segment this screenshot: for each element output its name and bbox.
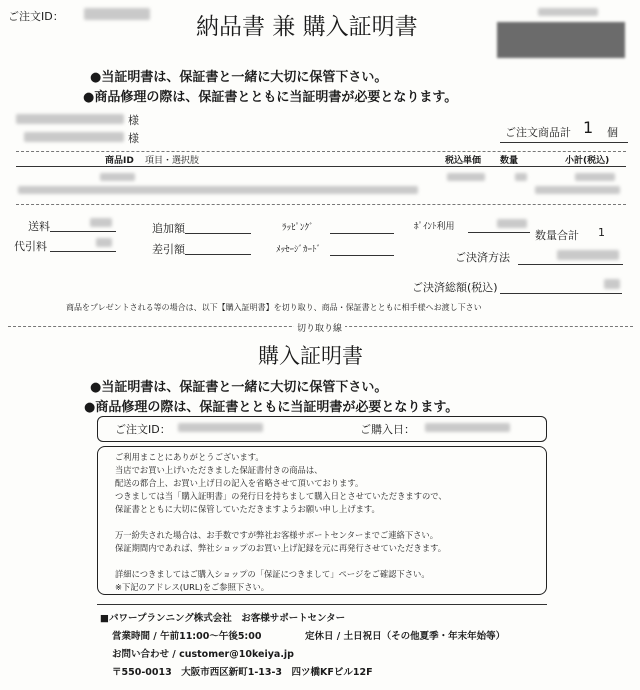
- footer-rule: [97, 604, 547, 605]
- cod-label: 代引料: [14, 240, 47, 253]
- payment-total-label: ご決済総額(税込): [412, 281, 498, 294]
- col-item-option: 項目・選択肢: [145, 156, 200, 166]
- barcode: [497, 22, 625, 58]
- footer-contact: お問い合わせ / customer@10keiya.jp: [112, 649, 294, 660]
- body-line: 万一紛失された場合は、お手数ですが弊社お客様サポートセンターまでご連絡下さい。: [115, 530, 439, 540]
- honorific-2: 様: [128, 132, 139, 145]
- redacted-shipping: [90, 218, 112, 227]
- col-subtotal: 小計(税込): [565, 156, 610, 166]
- footer-closed: 定休日 / 土日祝日（その他夏季・年末年始等）: [305, 631, 506, 642]
- page-title: 納品書 兼 購入証明書: [196, 14, 418, 40]
- shipping-label: 送料: [28, 220, 50, 233]
- body-line: つきましては当「購入証明書」の発行日を持ちまして購入日とさせていただきますので、: [115, 491, 447, 501]
- payment-total-line: [500, 293, 622, 294]
- redacted-customer-name: [16, 114, 124, 124]
- order-total-count: 1: [583, 118, 594, 137]
- col-product-id: 商品ID: [105, 156, 134, 166]
- notice-1: ●当証明書は、保証書と一緒に大切に保管下さい。: [90, 70, 388, 85]
- points-used-label: ﾎﾟｲﾝﾄ利用: [414, 222, 455, 232]
- order-total-label: ご注文商品計: [505, 126, 571, 139]
- redacted-purchase-date: [425, 423, 510, 432]
- payment-method-line: [518, 264, 623, 265]
- cod-line: [50, 251, 116, 252]
- redacted-item-id: [100, 173, 135, 181]
- discount-label: 差引額: [152, 243, 185, 256]
- body-line: 当店でお買い上げいただきました保証書付きの商品は、: [115, 465, 323, 475]
- redacted-order-id: [84, 8, 150, 20]
- certificate-notice-2: ●商品修理の際は、保証書とともに当証明書が必要となります。: [84, 400, 459, 415]
- notice-2: ●商品修理の際は、保証書とともに当証明書が必要となります。: [83, 90, 458, 105]
- purchase-date-label: ご購入日：: [360, 423, 415, 436]
- honorific-1: 様: [128, 114, 139, 127]
- body-line: 配送の都合上、お買い上げ日の記入を省略させて頂いております。: [115, 478, 364, 488]
- redacted-item-qty: [515, 173, 527, 181]
- redacted-cod: [96, 238, 112, 247]
- table-bottom-rule: [16, 204, 626, 205]
- certificate-notice-1: ●当証明書は、保証書と一緒に大切に保管下さい。: [90, 380, 388, 395]
- table-top-rule: [16, 151, 626, 152]
- gift-note: 商品をプレゼントされる等の場合は、以下【購入証明書】を切り取り、商品・保証書とともに相手様へお渡し下さい: [66, 303, 482, 312]
- redacted-item-price: [447, 173, 485, 181]
- redacted-payment-method: [557, 250, 619, 260]
- body-line: ※下記のアドレス(URL)をご参照下さい。: [115, 582, 270, 592]
- points-used-line: [468, 232, 530, 233]
- redacted-header-code: [538, 8, 598, 16]
- redacted-item-name: [18, 186, 418, 194]
- wrapping-label: ﾗｯﾋﾟﾝｸﾞ: [282, 223, 314, 233]
- redacted-points: [497, 219, 527, 228]
- col-qty: 数量: [500, 156, 519, 166]
- certificate-title: 購入証明書: [258, 344, 363, 368]
- body-line: 保証書とともに大切に保管していただきますようお願い申し上げます。: [115, 504, 380, 514]
- qty-total-value: 1: [598, 226, 605, 239]
- additional-line: [185, 233, 251, 234]
- footer-company: ■パワープランニング株式会社 お客様サポートセンター: [100, 613, 346, 624]
- discount-line: [185, 254, 251, 255]
- body-line: 保証期間内であれば、弊社ショップのお買い上げ記録を元に再発行させていただきます。: [115, 543, 447, 553]
- col-price: 税込単価: [445, 156, 482, 166]
- redacted-item-amount: [535, 186, 620, 194]
- body-line: [115, 516, 447, 529]
- certificate-body: [115, 451, 447, 594]
- body-line: 詳細につきましてはご購入ショップの「保証につきまして」ページをご確認下さい。: [115, 569, 430, 579]
- certificate-order-id-label: ご注文ID：: [115, 423, 171, 436]
- payment-method-label: ご決済方法: [455, 251, 510, 264]
- body-line: [115, 555, 447, 568]
- redacted-certificate-order-id: [178, 423, 263, 432]
- footer-address: 〒550-0013 大阪市西区新町1-13-3 四ツ橋KFビル12F: [112, 667, 373, 678]
- order-total-underline: [500, 142, 628, 143]
- redacted-payment-total: [604, 279, 620, 289]
- wrapping-line: [330, 233, 394, 234]
- qty-total-label: 数量合計: [535, 229, 579, 242]
- message-card-line: [330, 255, 394, 256]
- order-id-label: ご注文ID：: [8, 10, 64, 23]
- redacted-customer-company: [24, 132, 124, 142]
- body-line: ご利用まことにありがとうございます。: [115, 452, 264, 462]
- table-header-rule: [16, 166, 626, 167]
- order-total-unit: 個: [607, 126, 618, 139]
- shipping-line: [50, 231, 116, 232]
- additional-label: 追加額: [152, 222, 185, 235]
- redacted-item-subtotal: [575, 173, 615, 181]
- message-card-label: ﾒｯｾｰｼﾞｶｰﾄﾞ: [276, 245, 322, 255]
- footer-hours: 営業時間 / 午前11:00～午後5:00: [112, 631, 262, 642]
- cut-line-label: 切り取り線: [294, 321, 345, 334]
